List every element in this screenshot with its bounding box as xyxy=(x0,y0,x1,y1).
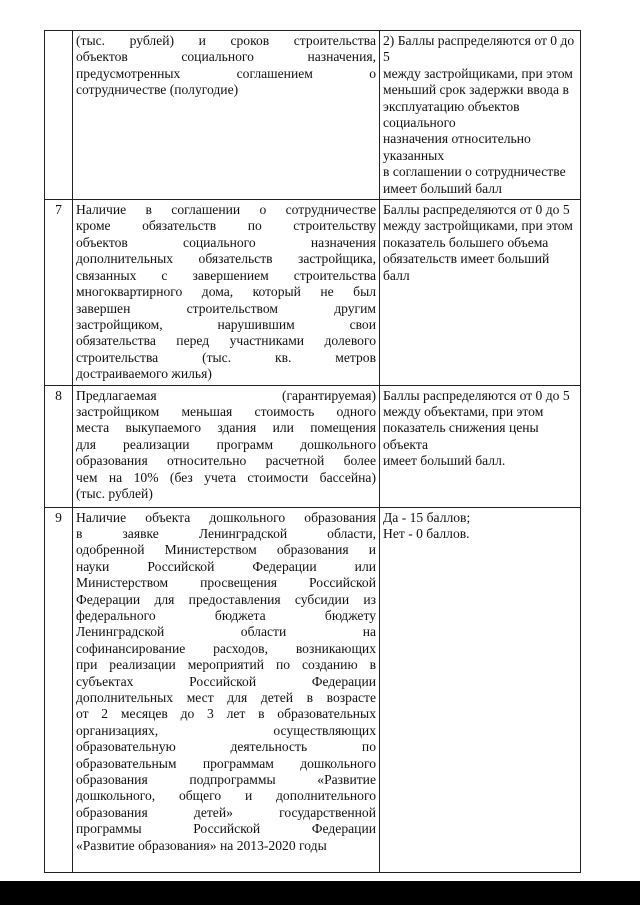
criterion-line: образования детей» государственной xyxy=(76,804,376,820)
row-number-cell xyxy=(45,31,73,200)
criterion-line: места выкупаемого здания или помещения xyxy=(76,420,376,436)
criterion-line: достраиваемого жилья) xyxy=(76,366,212,382)
criterion-line: строительства (тыс. кв. метров xyxy=(76,349,376,365)
score-line: 2) Баллы распределяются от 0 до 5 xyxy=(383,33,575,65)
criterion-line: Наличие в соглашении о сотрудничестве xyxy=(76,202,376,218)
criterion-cell xyxy=(73,507,380,872)
criterion-line: обязательства перед участниками долевого xyxy=(76,333,376,349)
score-line: показатель снижения цены объекта xyxy=(383,420,539,452)
criterion-line: завершен строительством другим xyxy=(76,300,376,316)
criterion-line: от 2 месяцев до 3 лет в образовательных xyxy=(76,706,376,722)
criterion-line: образовательную деятельность по xyxy=(76,739,376,755)
criterion-line: программы Российской Федерации xyxy=(76,821,376,837)
score-line: имеет больший балл. xyxy=(383,453,506,469)
criterion-line: дошкольного, общего и дополнительного xyxy=(76,788,376,804)
row-number-cell: 9 xyxy=(45,507,73,872)
criterion-cell xyxy=(73,385,380,507)
criterion-line: объектов социального назначения, xyxy=(76,49,376,65)
score-line: Нет - 0 баллов. xyxy=(383,525,470,541)
criterion-line: (тыс. рублей) xyxy=(76,485,153,501)
score-cell xyxy=(380,507,581,872)
score-cell xyxy=(380,385,581,507)
criterion-line: образовательным программам дошкольного xyxy=(76,755,376,771)
score-line: показатель большего объема xyxy=(383,234,549,250)
criterion-line: образования относительно расчетной более xyxy=(76,453,376,469)
criterion-line: кроме обязательств по строительству xyxy=(76,218,376,234)
criterion-line: федерального бюджета бюджету xyxy=(76,607,376,623)
criterion-line: образования подпрограммы «Развитие xyxy=(76,772,376,788)
score-cell xyxy=(380,31,581,200)
criterion-cell xyxy=(73,200,380,385)
scan-bottom-edge xyxy=(0,881,640,905)
criterion-line: Предлагаемая (гарантируемая) xyxy=(76,387,376,403)
criterion-line: объектов социального назначения xyxy=(76,234,376,250)
criterion-line: дополнительных обязательств застройщика, xyxy=(76,251,376,267)
criterion-line: многоквартирного дома, который не был xyxy=(76,284,376,300)
table-row xyxy=(45,385,581,507)
criterion-line: организациях, осуществляющих xyxy=(76,722,376,738)
criterion-line: застройщиком меньшая стоимость одного xyxy=(76,403,376,419)
criterion-line: софинансирование расходов, возникающих xyxy=(76,640,376,656)
criterion-line: в заявке Ленинградской области, xyxy=(76,525,376,541)
criterion-line: предусмотренных соглашением о xyxy=(76,65,376,81)
criterion-line: «Развитие образования» на 2013-2020 годы xyxy=(76,837,327,853)
score-line: эксплуатацию объектов социального xyxy=(383,98,520,131)
score-line: обязательств имеет больший балл xyxy=(383,251,550,283)
table-row xyxy=(45,200,581,385)
row-number-cell: 8 xyxy=(45,385,73,507)
criterion-line: Министерством просвещения Российской xyxy=(76,575,376,591)
score-line: назначения относительно указанных xyxy=(383,131,531,163)
criterion-line: субъектах Российской Федерации xyxy=(76,673,376,689)
score-cell xyxy=(380,200,581,385)
criterion-line: для реализации программ дошкольного xyxy=(76,436,376,452)
score-line: в соглашении о сотрудничестве xyxy=(383,164,566,180)
score-line: Баллы распределяются от 0 до 5 xyxy=(383,202,570,218)
criterion-line: (тыс. рублей) и сроков строительства xyxy=(76,33,376,48)
score-line: имеет больший балл xyxy=(383,180,502,196)
criterion-line: Наличие объекта дошкольного образования xyxy=(76,509,376,525)
table-row xyxy=(45,31,581,200)
criterion-line: одобренной Министерством образования и xyxy=(76,542,376,558)
criterion-line: при реализации мероприятий по созданию в xyxy=(76,657,376,673)
score-line: между застройщиками, при этом xyxy=(383,65,573,81)
criterion-line: чем на 10% (без учета стоимости бассейна) xyxy=(76,469,376,485)
criterion-line: связанных с завершением строительства xyxy=(76,267,376,283)
criterion-line: науки Российской Федерации или xyxy=(76,558,376,574)
score-line: между объектами, при этом xyxy=(383,403,544,419)
criterion-line: Федерации для предоставления субсидии из xyxy=(76,591,376,607)
score-line: Баллы распределяются от 0 до 5 xyxy=(383,387,570,403)
criteria-table xyxy=(44,30,581,873)
score-line: между застройщиками, при этом xyxy=(383,218,573,234)
table-row xyxy=(45,507,581,872)
criterion-line: застройщиком, нарушившим свои xyxy=(76,316,376,332)
criteria-table-body xyxy=(45,31,581,873)
row-number-cell: 7 xyxy=(45,200,73,385)
score-line: Да - 15 баллов; xyxy=(383,509,471,525)
criterion-cell xyxy=(73,31,380,200)
score-line: меньший срок задержки ввода в xyxy=(383,82,569,98)
criterion-line: Ленинградской области на xyxy=(76,624,376,640)
criterion-line: дополнительных мест для детей в возрасте xyxy=(76,690,376,705)
criterion-line: сотрудничестве (полугодие) xyxy=(76,82,239,98)
